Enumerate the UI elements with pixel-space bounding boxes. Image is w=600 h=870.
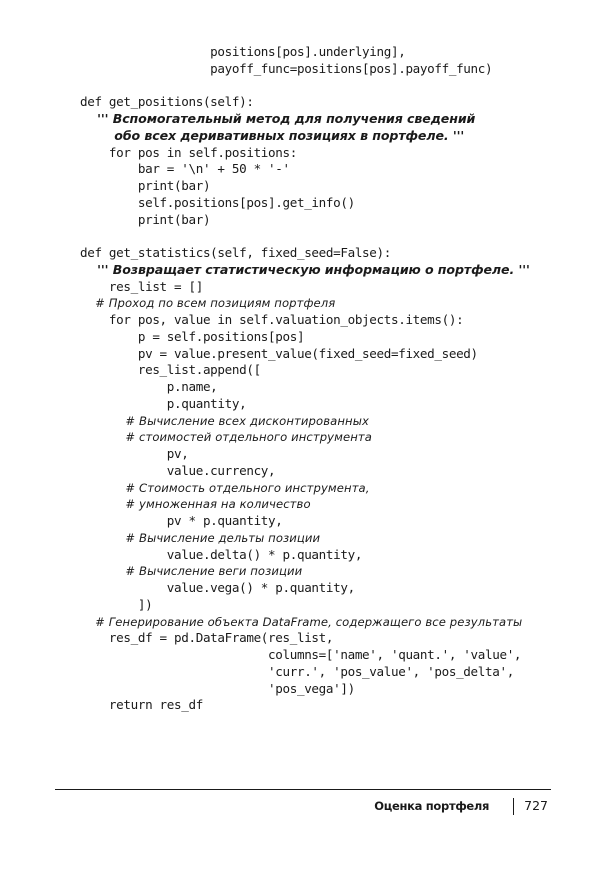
- code-line: bar = '\n' + 50 * '-': [80, 161, 290, 177]
- code-line: value.currency,: [80, 462, 276, 478]
- code-comment-line: # Генерирование объекта DataFrame, содержащего все результаты: [80, 614, 523, 629]
- code-line: 'curr.', 'pos_value', 'pos_delta',: [80, 663, 514, 679]
- code-line: return res_df: [80, 697, 203, 713]
- code-comment-line: # Вычисление всех дисконтированных: [80, 413, 369, 428]
- code-docstring-line: ''' Вспомогательный метод для получения сведений: [80, 111, 476, 126]
- footer-section-title: Оценка портфеля: [374, 799, 490, 813]
- page-footer: [374, 797, 548, 815]
- code-line: res_list.append([: [80, 362, 261, 378]
- code-docstring-line: обо всех деривативных позициях в портфеле. ''': [80, 127, 465, 143]
- code-line: pv,: [80, 446, 189, 461]
- code-line: pv * p.quantity,: [80, 513, 283, 528]
- code-line: 'pos_vega']): [80, 680, 355, 696]
- code-comment-line: # Проход по всем позициям портфеля: [80, 296, 336, 311]
- code-line: for pos, value in self.valuation_objects.items():: [80, 312, 464, 327]
- code-line: value.delta() * p.quantity,: [80, 546, 363, 562]
- code-line: [80, 78, 530, 95]
- code-line: def get_positions(self):: [80, 94, 254, 110]
- code-line: res_df = pd.DataFrame(res_list,: [80, 630, 334, 646]
- code-line: p.quantity,: [80, 395, 247, 411]
- code-line: p = self.positions[pos]: [80, 328, 305, 344]
- code-line: value.vega() * p.quantity,: [80, 580, 355, 595]
- code-line: ]): [80, 596, 153, 612]
- code-listing: [80, 44, 530, 714]
- code-comment-line: # умноженная на количество: [80, 497, 311, 512]
- page-number: 727: [524, 798, 548, 813]
- code-line: print(bar): [80, 211, 211, 227]
- code-line: [80, 228, 530, 245]
- code-line: pv = value.present_value(fixed_seed=fixed_seed): [80, 345, 478, 361]
- code-line: for pos in self.positions:: [80, 144, 297, 160]
- code-line: positions[pos].underlying],: [80, 44, 406, 59]
- code-comment-line: # Стоимость отдельного инструмента,: [80, 480, 370, 495]
- code-line: self.positions[pos].get_info(): [80, 194, 355, 210]
- code-line: def get_statistics(self, fixed_seed=False):: [80, 245, 391, 260]
- code-line: res_list = []: [80, 278, 203, 294]
- code-line: columns=['name', 'quant.', 'value',: [80, 647, 522, 662]
- code-line: print(bar): [80, 178, 211, 193]
- code-comment-line: # стоимостей отдельного инструмента: [80, 430, 372, 445]
- code-comment-line: # Вычисление веги позиции: [80, 564, 303, 579]
- code-line: p.name,: [80, 379, 218, 394]
- code-comment-line: # Вычисление дельты позиции: [80, 530, 321, 545]
- footer-rule: [55, 789, 551, 790]
- code-line: payoff_func=positions[pos].payoff_func): [80, 60, 493, 76]
- code-docstring-line: ''' Возвращает статистическую информацию о портфеле. ''': [80, 261, 530, 277]
- footer-separator: [513, 798, 514, 815]
